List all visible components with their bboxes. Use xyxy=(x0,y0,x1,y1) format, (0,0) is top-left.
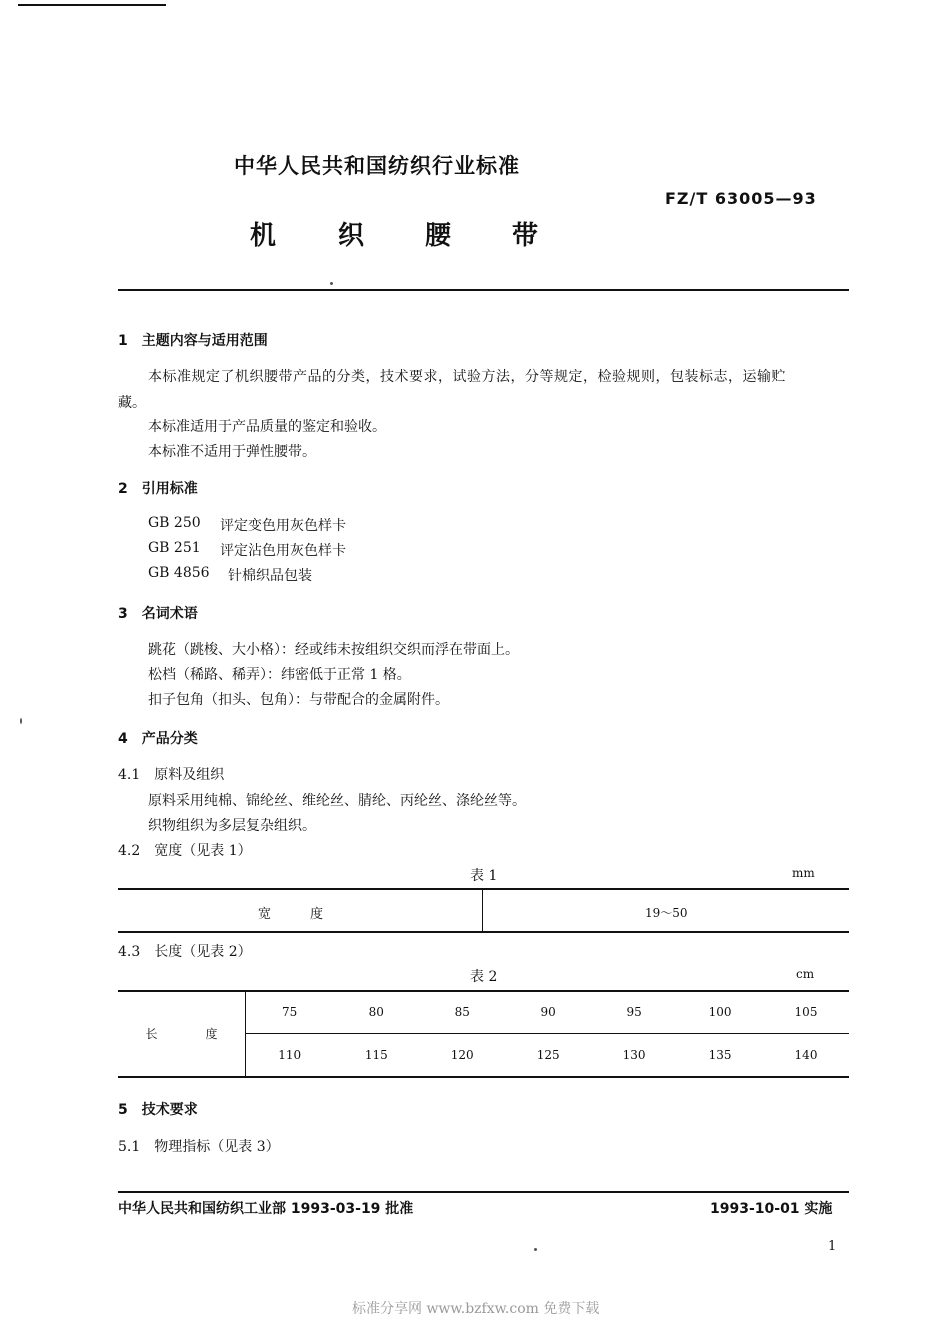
section-5-heading: 5 技术要求 xyxy=(118,1102,198,1118)
approval-text: 中华人民共和国纺织工业部 1993-03-19 批准 xyxy=(118,1201,414,1217)
table-cell: 80 xyxy=(333,991,419,1034)
table-cell: 120 xyxy=(450,1048,474,1062)
section-4-1-heading: 4.1 原料及组织 xyxy=(118,767,225,783)
effective-date: 1993-10-01 实施 xyxy=(710,1201,833,1217)
watermark: 标准分享网 www.bzfxw.com 免费下载 xyxy=(352,1301,600,1317)
table-1-bottom-rule xyxy=(118,931,849,933)
section-4-heading: 4 产品分类 xyxy=(118,731,198,747)
table-1-unit: mm xyxy=(792,866,815,880)
table-2-bottom-rule xyxy=(118,1076,849,1078)
table-cell: 85 xyxy=(419,991,505,1034)
standard-code: FZ/T 63005—93 xyxy=(665,189,817,208)
section-3-heading: 3 名词术语 xyxy=(118,606,198,622)
table-2-caption: 表 2 xyxy=(470,969,498,985)
scan-speck xyxy=(330,282,333,285)
term-definition: 松档（稀路、稀弄）：纬密低于正常 1 格。 xyxy=(148,667,411,683)
section-2-heading: 2 引用标准 xyxy=(118,481,198,497)
scan-speck xyxy=(534,1248,537,1251)
section-4-3-heading: 4.3 长度（见表 2） xyxy=(118,944,252,960)
ref-name: 评定沾色用灰色样卡 xyxy=(220,543,346,559)
section-1-para2: 本标准适用于产品质量的鉴定和验收。 xyxy=(148,419,386,435)
top-border xyxy=(18,4,166,6)
page-number: 1 xyxy=(828,1239,837,1254)
title-char: 腰 xyxy=(425,221,452,251)
section-1-heading: 1 主题内容与适用范围 xyxy=(118,333,268,349)
ref-name: 评定变色用灰色样卡 xyxy=(220,518,346,534)
section-1-para1-line2: 藏。 xyxy=(118,395,146,411)
length-table xyxy=(118,991,849,1076)
title-char: 机 xyxy=(250,221,277,251)
scan-speck xyxy=(20,718,22,724)
ref-code: GB 251 xyxy=(148,540,201,556)
section-5-1-heading: 5.1 物理指标（见表 3） xyxy=(118,1139,280,1155)
table-cell: 75 xyxy=(246,991,334,1034)
table-row xyxy=(118,991,849,1034)
ref-name: 针棉织品包装 xyxy=(228,568,312,584)
section-4-2-heading: 4.2 宽度（见表 1） xyxy=(118,843,252,859)
section-1-para3: 本标准不适用于弹性腰带。 xyxy=(148,444,316,460)
title-char: 织 xyxy=(338,221,365,251)
term-definition: 扣子包角（扣头、包角）：与带配合的金属附件。 xyxy=(148,692,449,708)
section-1-para1-line1: 本标准规定了机织腰带产品的分类，技术要求，试验方法，分等规定，检验规则，包装标志，运输贮 xyxy=(148,369,786,385)
table-1-divider xyxy=(482,889,483,932)
table-cell: 110 xyxy=(278,1048,302,1062)
table-1-top-rule xyxy=(118,888,849,890)
table-cell: 135 xyxy=(708,1048,732,1062)
title-char: 带 xyxy=(512,221,539,251)
table-cell: 130 xyxy=(622,1048,646,1062)
table-cell: 115 xyxy=(364,1048,388,1062)
table-cell: 125 xyxy=(536,1048,560,1062)
table-cell: 105 xyxy=(763,991,849,1034)
table-1-value: 19～50 xyxy=(645,906,688,920)
table-cell: 95 xyxy=(591,991,677,1034)
org-title: 中华人民共和国纺织行业标准 xyxy=(234,154,520,178)
section-4-1-line1: 原料采用纯棉、锦纶丝、维纶丝、腈纶、丙纶丝、涤纶丝等。 xyxy=(148,793,526,809)
footer-rule xyxy=(118,1191,849,1193)
table-cell: 140 xyxy=(794,1048,818,1062)
table-2-label: 长 度 xyxy=(118,991,246,1076)
ref-code: GB 250 xyxy=(148,515,201,531)
table-1-label: 宽 度 xyxy=(258,907,324,922)
header-rule xyxy=(118,289,849,291)
table-2-unit: cm xyxy=(796,967,815,981)
term-definition: 跳花（跳梭、大小格）：经或纬未按组织交织而浮在带面上。 xyxy=(148,642,519,658)
table-1-caption: 表 1 xyxy=(470,868,498,884)
table-cell: 90 xyxy=(505,991,591,1034)
section-4-1-line2: 织物组织为多层复杂组织。 xyxy=(148,818,316,834)
table-cell: 100 xyxy=(677,991,763,1034)
ref-code: GB 4856 xyxy=(148,565,210,581)
